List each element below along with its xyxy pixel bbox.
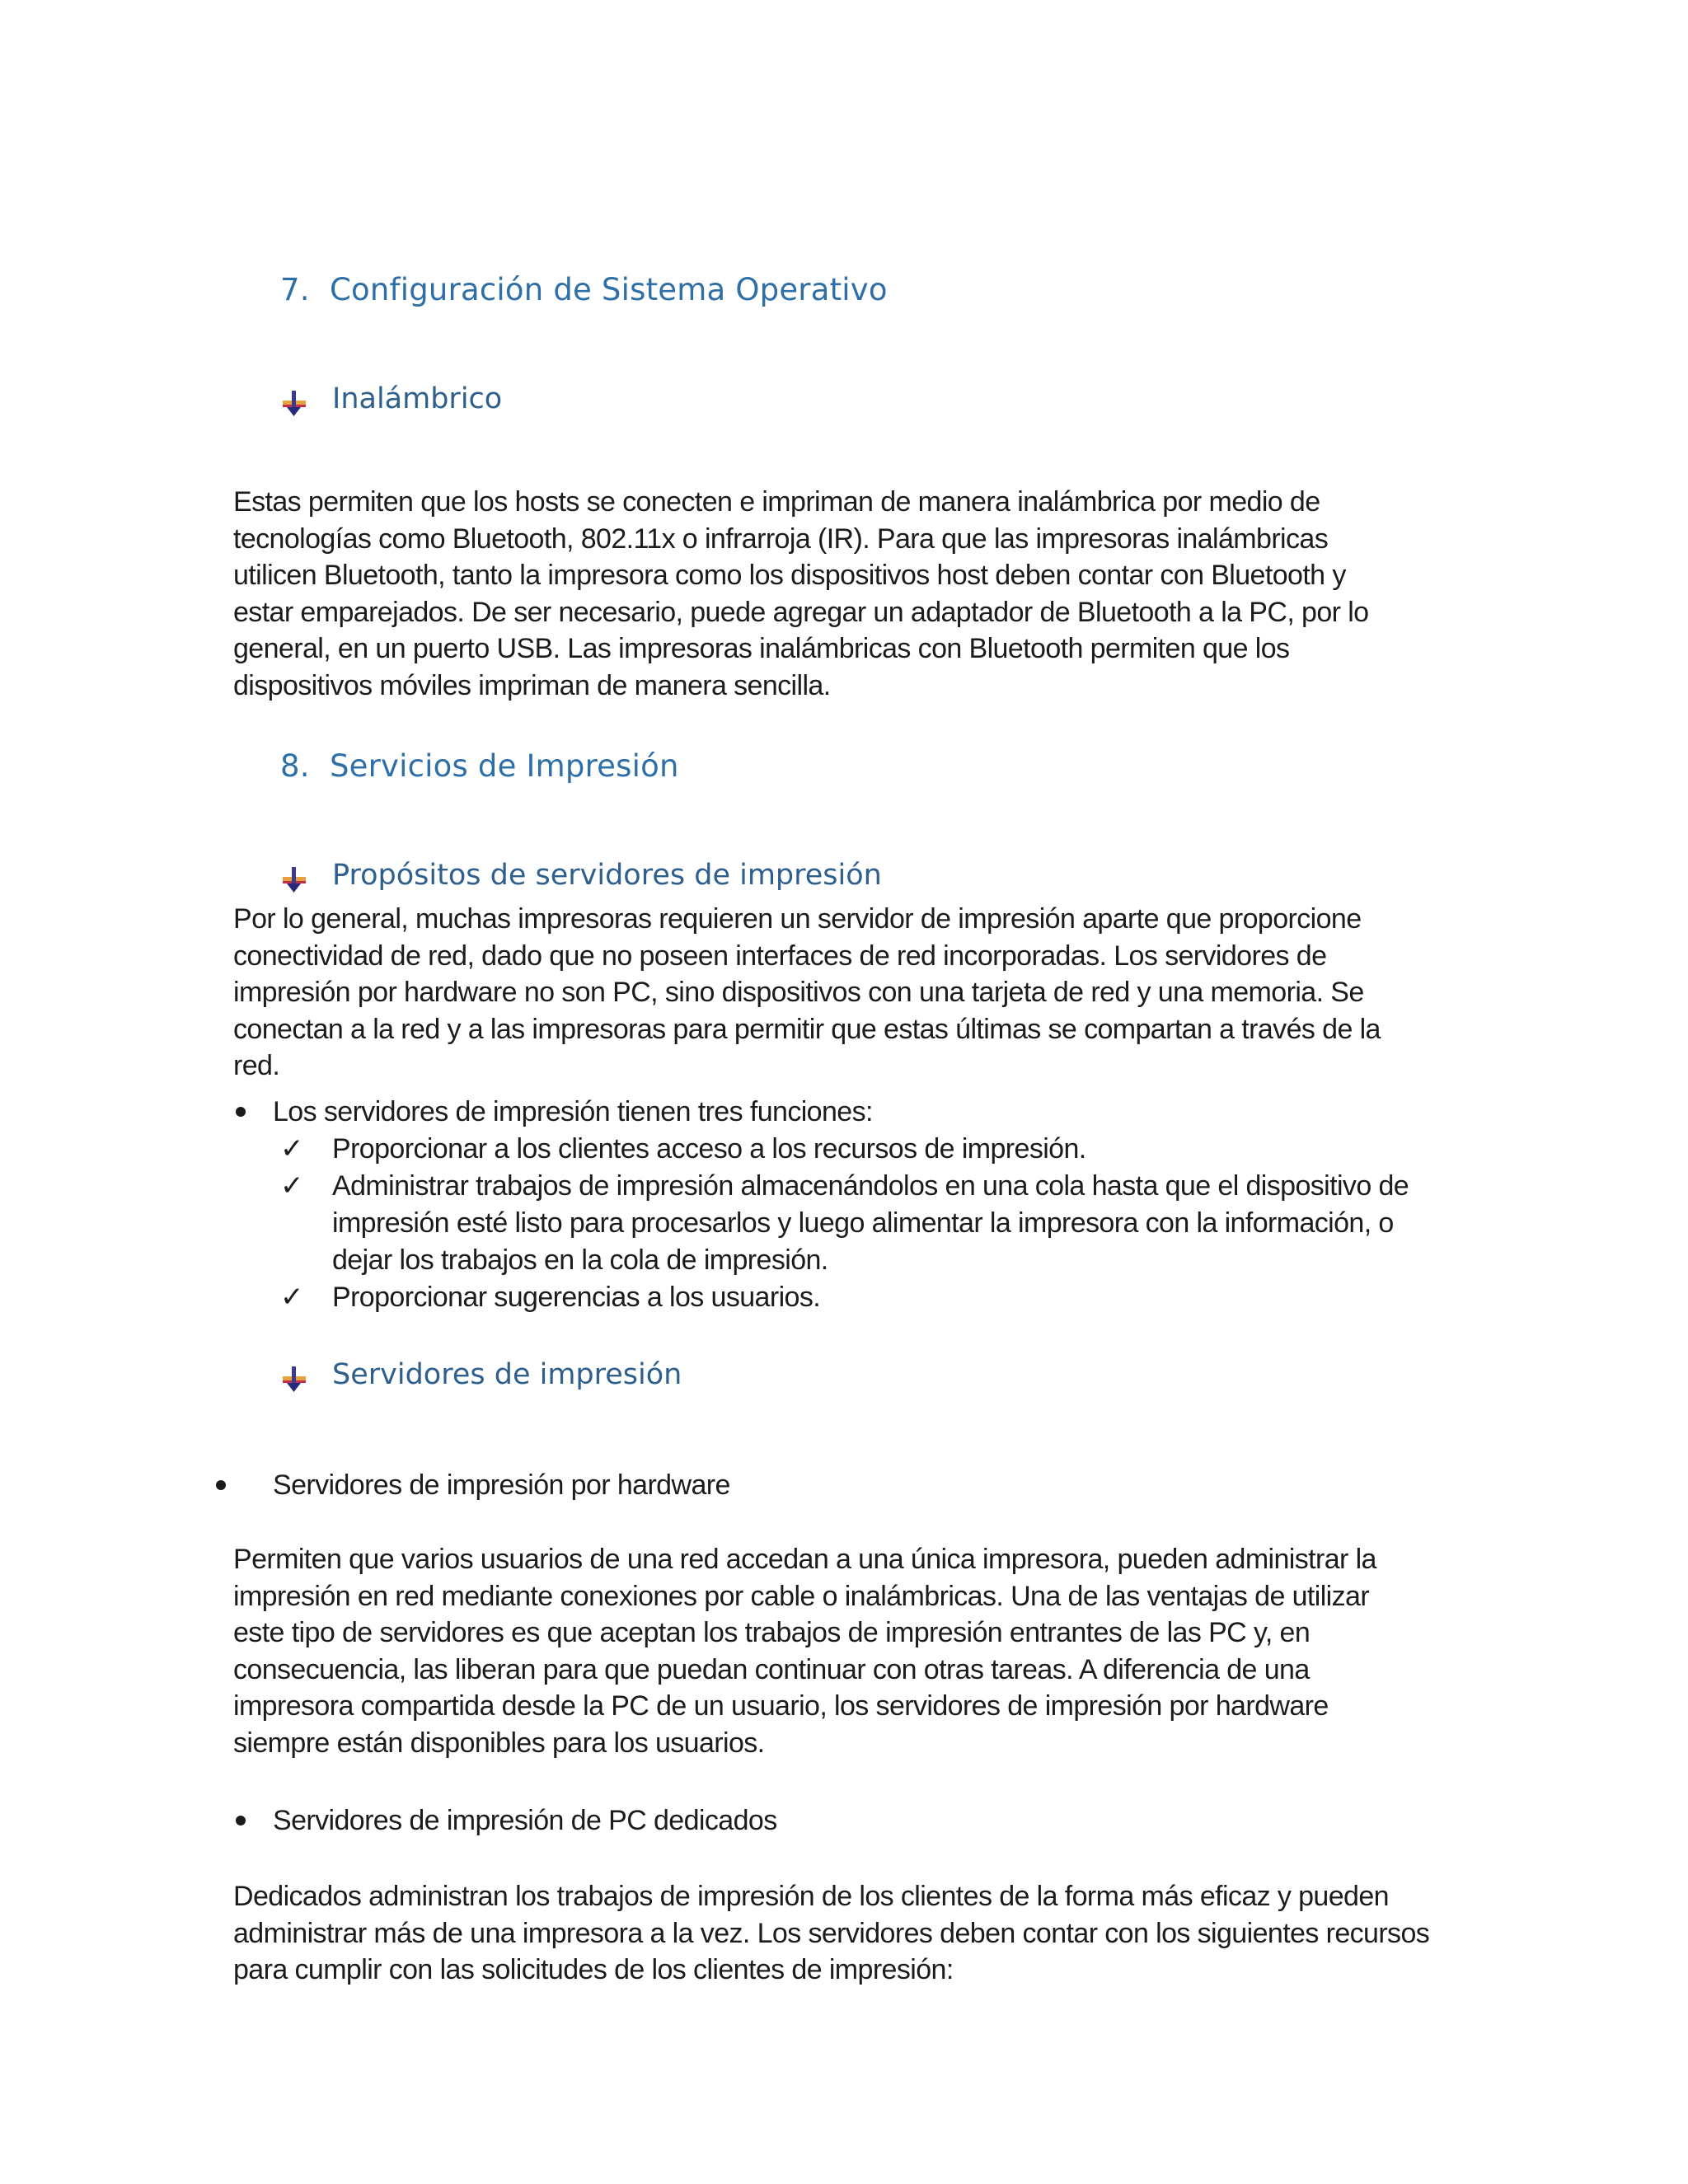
text-line: dispositivos móviles impriman de manera sencilla. (233, 669, 831, 701)
text-line: Permiten que varios usuarios de una red accedan a una única impresora, pueden administrar la (233, 1544, 1376, 1575)
section-7-number: 7. (280, 272, 310, 307)
check-text: dejar los trabajos en la cola de impresión. (332, 1244, 828, 1276)
text-line: siempre están disponibles para los usuarios. (233, 1727, 765, 1759)
text-line: Dedicados administran los trabajos de impresión de los clientes de la forma más eficaz y pueden (233, 1881, 1389, 1912)
check-mark-icon: ✓ (280, 1132, 303, 1165)
paragraph-pc-dedicados (233, 1878, 1470, 1989)
paragraph-hardware (233, 1541, 1470, 1762)
cross-arrow-bullet-icon (280, 865, 308, 893)
text-line: para cumplir con las solicitudes de los clientes de impresión: (233, 1954, 954, 1986)
text-line: consecuencia, las liberan para que puedan continuar con otras tareas. A diferencia de una (233, 1653, 1310, 1685)
subheading-inalambrico-text: Inalámbrico (332, 382, 503, 415)
text-line: Por lo general, muchas impresoras requieren un servidor de impresión aparte que proporcione (233, 903, 1362, 935)
check-text: Proporcionar a los clientes acceso a los recursos de impresión. (332, 1133, 1086, 1165)
cross-arrow-bullet-icon (280, 389, 308, 417)
check-text: impresión esté listo para procesarlos y luego alimentar la impresora con la información, o (332, 1207, 1394, 1239)
text-line: estar emparejados. De ser necesario, puede agregar un adaptador de Bluetooth a la PC, por lo (233, 596, 1369, 628)
text-line: Estas permiten que los hosts se conecten e impriman de manera inalámbrica por medio de (233, 486, 1320, 518)
paragraph-inalambrico (233, 484, 1470, 705)
bullet-text: Servidores de impresión por hardware (273, 1469, 730, 1501)
subheading-servidores-text: Servidores de impresión (332, 1358, 682, 1391)
bullet-text: Los servidores de impresión tienen tres funciones: (273, 1096, 873, 1127)
check-text: Proporcionar sugerencias a los usuarios. (332, 1282, 821, 1313)
text-line: conectividad de red, dado que no poseen interfaces de red incorporadas. Los servidores de (233, 940, 1327, 972)
section-8-heading (280, 748, 679, 784)
text-line: conectan a la red y a las impresoras para permitir que estas últimas se compartan a través de la (233, 1013, 1381, 1045)
text-line: red. (233, 1050, 280, 1082)
paragraph-propositos (233, 901, 1470, 1085)
bullet-dot-icon (216, 1480, 226, 1490)
text-line: impresión por hardware no son PC, sino dispositivos con una tarjeta de red y una memoria. Se (233, 977, 1364, 1009)
check-mark-icon: ✓ (280, 1169, 303, 1202)
text-line: impresora compartida desde la PC de un usuario, los servidores de impresión por hardware (233, 1690, 1329, 1722)
text-line: este tipo de servidores es que aceptan los trabajos de impresión entrantes de las PC y, en (233, 1617, 1311, 1649)
text-line: tecnologías como Bluetooth, 802.11x o infrarroja (IR). Para que las impresoras inalámbricas (233, 523, 1329, 555)
text-line: utilicen Bluetooth, tanto la impresora como los dispositivos host deben contar con Bluetooth y (233, 560, 1346, 592)
text-line: administrar más de una impresora a la vez. Los servidores deben contar con los siguientes recursos (233, 1917, 1430, 1949)
section-7-heading (280, 272, 888, 307)
bullet-text: Servidores de impresión de PC dedicados (273, 1805, 777, 1836)
text-line: impresión en red mediante conexiones por cable o inalámbricas. Una de las ventajas de utilizar (233, 1580, 1370, 1612)
section-7-title: Configuración de Sistema Operativo (330, 272, 888, 307)
section-8-number: 8. (280, 748, 310, 784)
bullet-dot-icon (236, 1816, 246, 1825)
bullet-dot-icon (236, 1107, 246, 1117)
cross-arrow-bullet-icon (280, 1365, 308, 1393)
check-text: Administrar trabajos de impresión almacenándolos en una cola hasta que el dispositivo de (332, 1170, 1409, 1202)
text-line: general, en un puerto USB. Las impresoras inalámbricas con Bluetooth permiten que los (233, 633, 1290, 665)
section-8-title: Servicios de Impresión (330, 748, 679, 784)
check-mark-icon: ✓ (280, 1281, 303, 1314)
subheading-propositos-text: Propósitos de servidores de impresión (332, 859, 882, 892)
